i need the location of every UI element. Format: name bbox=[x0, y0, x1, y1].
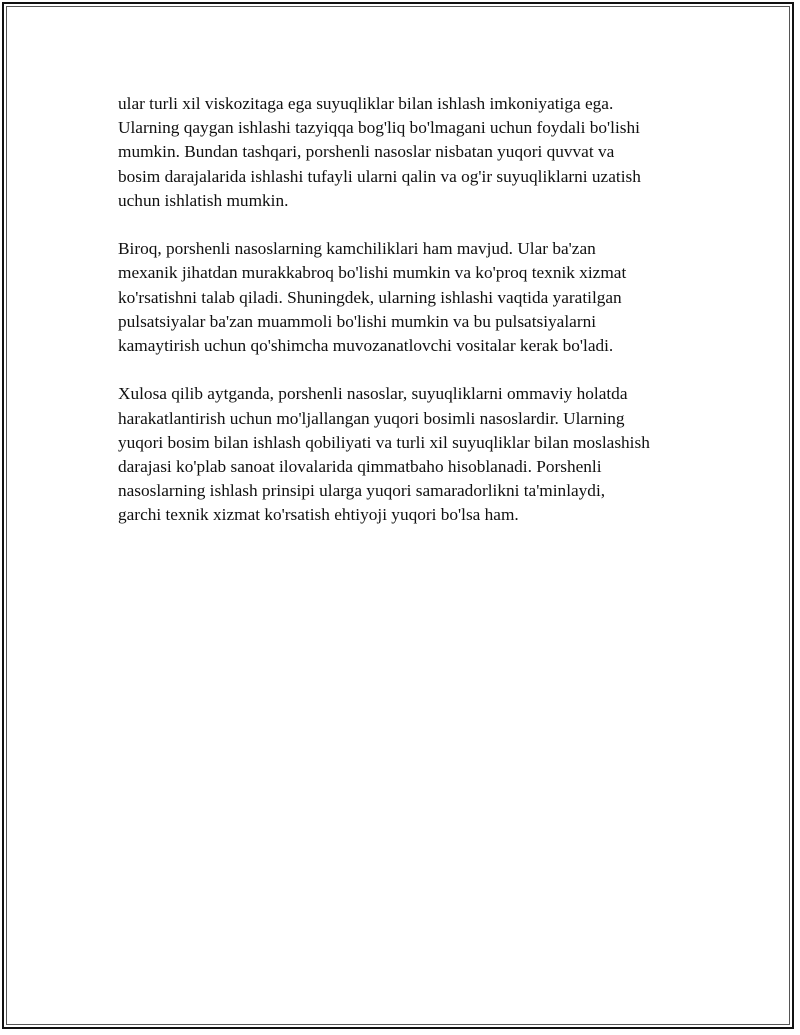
paragraph-2 bbox=[118, 237, 698, 358]
text-line: mexanik jihatdan murakkabroq bo'lishi mumkin va ko'proq texnik xizmat bbox=[118, 263, 627, 283]
text-line: Ularning qaygan ishlashi tazyiqqa bog'liq bo'lmagani uchun foydali bo'lishi bbox=[118, 118, 640, 138]
text-line: pulsatsiyalar ba'zan muammoli bo'lishi mumkin va bu pulsatsiyalarni bbox=[118, 311, 597, 331]
text-line: ular turli xil viskozitaga ega suyuqliklar bilan ishlash imkoniyatiga ega. bbox=[118, 94, 614, 113]
text-line: darajasi ko'plab sanoat ilovalarida qimmatbaho hisoblanadi. Porshenli bbox=[118, 457, 602, 477]
text-line: mumkin. Bundan tashqari, porshenli nasoslar nisbatan yuqori quvvat va bbox=[118, 142, 615, 162]
text-line: kamaytirish uchun qo'shimcha muvozanatlovchi vositalar kerak bo'ladi. bbox=[118, 336, 614, 356]
text-line: Xulosa qilib aytganda, porshenli nasoslar, suyuqliklarni ommaviy holatda bbox=[118, 384, 628, 404]
text-line: Biroq, porshenli nasoslarning kamchiliklari ham mavjud. Ular ba'zan bbox=[118, 239, 596, 259]
paragraph-1 bbox=[118, 92, 698, 213]
text-line: nasoslarning ishlash prinsipi ularga yuqori samaradorlikni ta'minlaydi, bbox=[118, 481, 606, 501]
paragraph-3 bbox=[118, 382, 698, 527]
text-line: bosim darajalarida ishlashi tufayli ularni qalin va og'ir suyuqliklarni uzatish bbox=[118, 166, 641, 186]
text-line: yuqori bosim bilan ishlash qobiliyati va turli xil suyuqliklar bilan moslashish bbox=[118, 432, 650, 452]
document-body bbox=[118, 92, 698, 552]
text-line: harakatlantirish uchun mo'ljallangan yuqori bosimli nasoslardir. Ularning bbox=[118, 408, 625, 428]
text-line: garchi texnik xizmat ko'rsatish ehtiyoji yuqori bo'lsa ham. bbox=[118, 505, 519, 525]
text-line: ko'rsatishni talab qiladi. Shuningdek, ularning ishlashi vaqtida yaratilgan bbox=[118, 287, 622, 307]
text-line: uchun ishlatish mumkin. bbox=[118, 190, 289, 210]
